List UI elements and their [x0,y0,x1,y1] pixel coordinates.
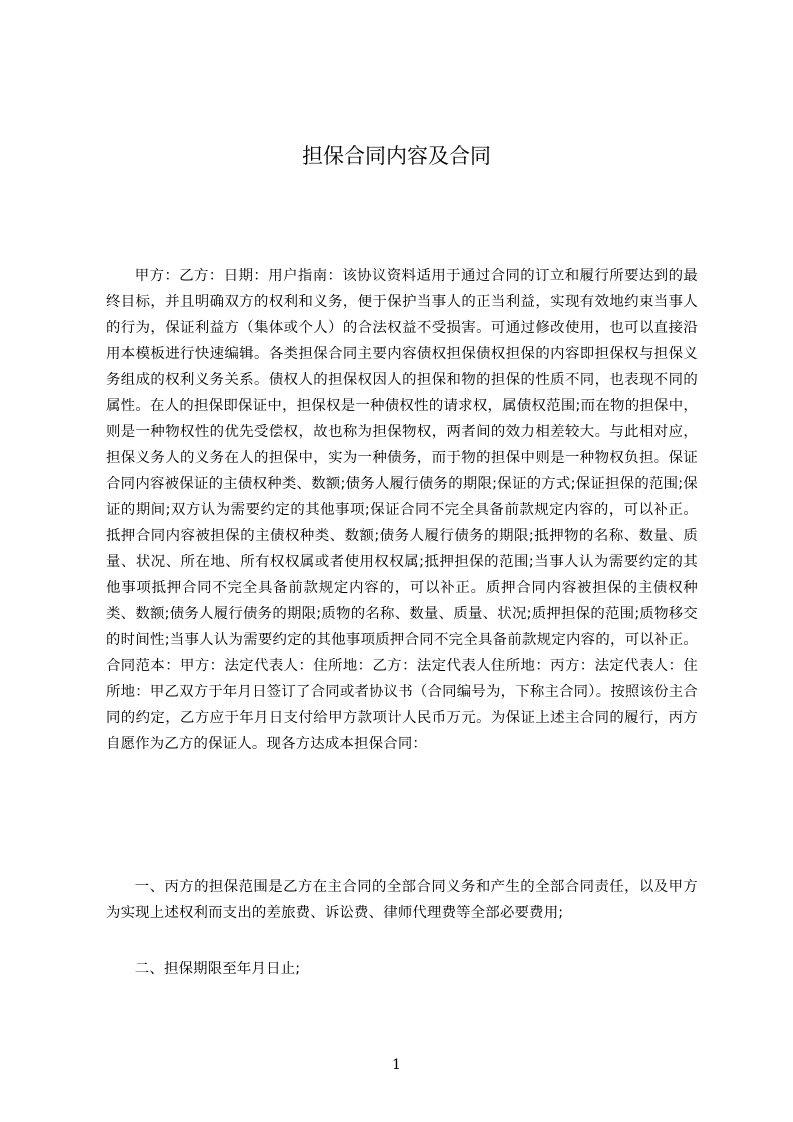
body-paragraph-intro: 甲方：乙方：日期：用户指南：该协议资料适用于通过合同的订立和履行所要达到的最终目标，并且明确双方的权利和义务，便于保护当事人的正当利益，实现有效地约束当事人的行为，保证利益方（集体或个人）的合法权益不受损害。可通过修改使用，也可以直接沿用本模板进行快速编辑。各类担保合同主要内容债权担保债权担保的内容即担保权与担保义务组成的权利义务关系。债权人的担保权因人的担保和物的担保的性质不同，也表现不同的属性。在人的担保即保证中，担保权是一种债权性的请求权，属债权范围;而在物的担保中，则是一种物权性的优先受偿权，故也称为担保物权，两者间的效力相差较大。与此相对应，担保义务人的义务在人的担保中，实为一种债务，而于物的担保中则是一种物权负担。保证合同内容被保证的主债权种类、数额;债务人履行债务的期限;保证的方式;保证担保的范围;保证的期间;双方认为需要约定的其他事项;保证合同不完全具备前款规定内容的，可以补正。抵押合同内容被担保的主债权种类、数额;债务人履行债务的期限;抵押物的名称、数量、质量、状况、所在地、所有权权属或者使用权权属;抵押担保的范围;当事人认为需要约定的其他事项抵押合同不完全具备前款规定内容的，可以补正。质押合同内容被担保的主债权种类、数额;债务人履行债务的期限;质物的名称、数量、质量、状况;质押担保的范围;质物移交的时间性;当事人认为需要约定的其他事项质押合同不完全具备前款规定内容的，可以补正。合同范本：甲方：法定代表人：住所地：乙方：法定代表人住所地：丙方：法定代表人：住所地：甲乙双方于年月日签订了合同或者协议书（合同编号为，下称主合同）。按照该份主合同的约定，乙方应于年月日支付给甲方款项计人民币万元。为保证上述主合同的履行，丙方自愿作为乙方的保证人。现各方达成本担保合同： [106,268,698,752]
page-title: 担保合同内容及合同 [302,144,491,168]
clause-paragraph-term: 二、担保期限至年月日止; [134,961,301,977]
clause-paragraph-scope: 一、丙方的担保范围是乙方在主合同的全部合同义务和产生的全部合同责任，以及甲方为实现上述权利而支出的差旅费、诉讼费、律师代理费等全部必要费用; [106,879,698,921]
page-number: 1 [392,1057,401,1073]
